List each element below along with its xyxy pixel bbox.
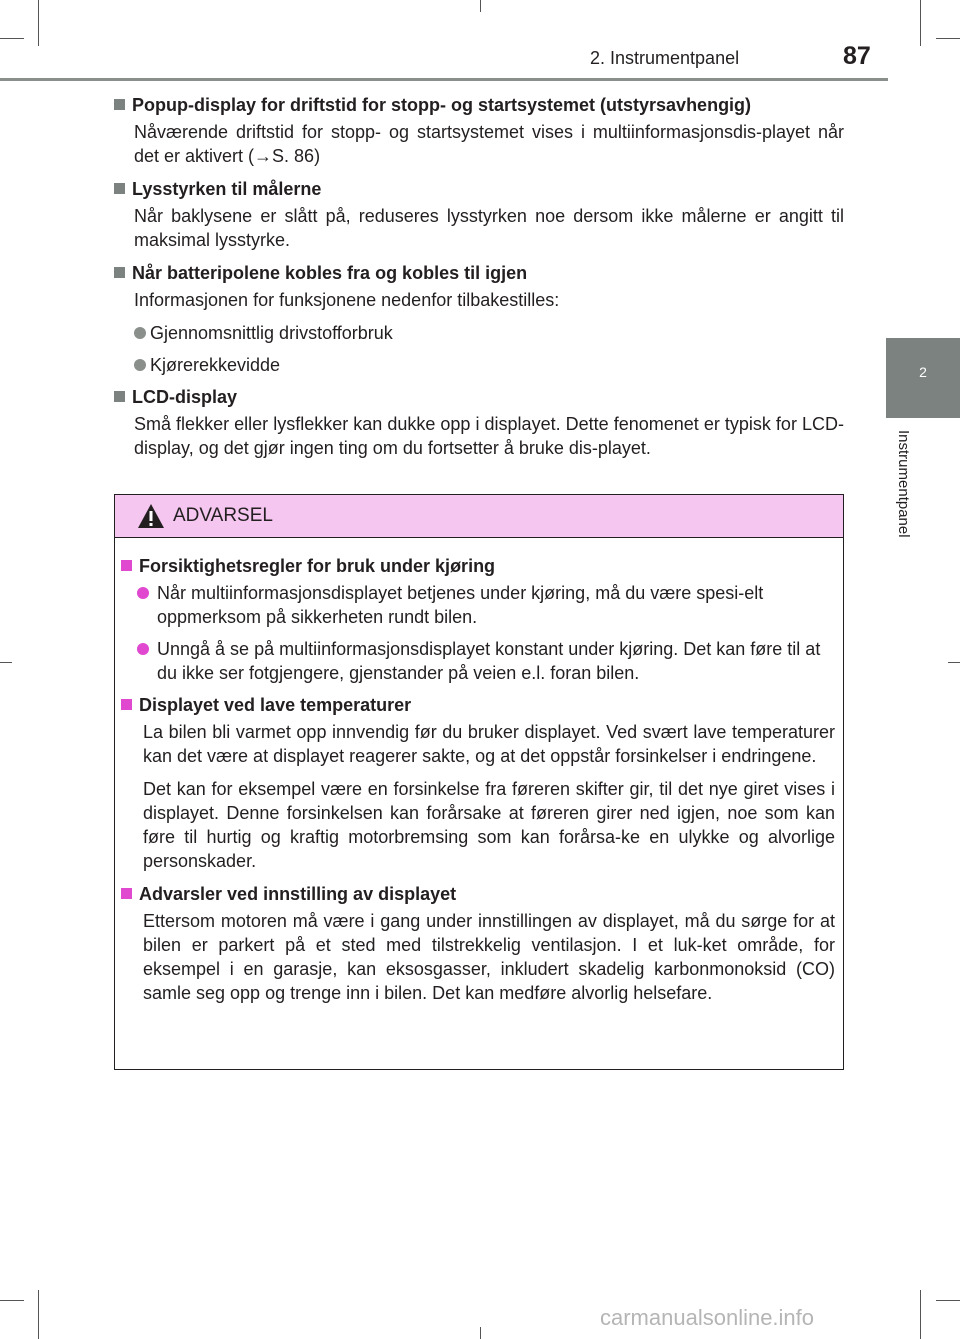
warning-header	[115, 495, 843, 538]
paragraph: Informasjonen for funksjonene nedenfor tilbakestilles:	[134, 290, 560, 310]
crop-mark	[948, 662, 960, 663]
page-number: 87	[843, 42, 871, 70]
main-content	[114, 93, 844, 469]
section-heading: LCD-display	[114, 385, 844, 409]
crop-mark	[0, 1300, 24, 1301]
list-item: Unngå å se på multiinformasjonsdisplayet konstant under kjøring. Det kan føre til at du ikke ser fotgjengere, gjenstander på veien e.l. foran bilen.	[133, 637, 835, 685]
paragraph: Ettersom motoren må være i gang under innstillingen av displayet, må du sørge for at bilen er parkert på et sted med tilstrekkelig ventilasjon. I et luk-ket område, for eksempel i en garasje, kan eksosgasser, inkludert skadelig karbonmonoksid (CO) samle seg opp og trenge inn i bilen. Det kan medføre alvorlig helsefare.	[143, 911, 835, 1003]
header-rule	[0, 78, 888, 81]
crop-mark	[480, 0, 481, 12]
list-item: Gjennomsnittlig drivstofforbruk	[134, 321, 844, 345]
round-bullet-icon	[134, 327, 146, 339]
section-heading: Lysstyrken til målerne	[114, 177, 844, 201]
crop-mark	[920, 0, 921, 46]
watermark: carmanualsonline.info	[600, 1305, 815, 1330]
section-heading: Forsiktighetsregler for bruk under kjøring	[121, 554, 835, 578]
crop-mark	[936, 38, 960, 39]
square-bullet-icon	[114, 183, 125, 194]
round-bullet-icon	[134, 359, 146, 371]
warning-triangle-icon	[137, 503, 165, 529]
crop-mark	[920, 1290, 921, 1339]
section-title: 2. Instrumentpanel	[590, 48, 740, 68]
chapter-tab	[886, 338, 960, 418]
crop-mark	[480, 1327, 481, 1339]
list-item: Når multiinformasjonsdisplayet betjenes under kjøring, må du være spesi-elt oppmerksom på sikkerheten rundt bilen.	[133, 581, 835, 629]
round-bullet-icon	[137, 587, 149, 599]
crop-mark	[0, 662, 12, 663]
crop-mark	[38, 0, 39, 46]
chapter-number: 2	[919, 364, 927, 380]
section-heading: Popup-display for driftstid for stopp- og startsystemet (utstyrsavhengig)	[114, 93, 844, 117]
paragraph: Små flekker eller lysflekker kan dukke opp i displayet. Dette fenomenet er typisk for LCD-display, og det gjør ingen ting om du fortsetter å bruke dis-playet.	[134, 414, 844, 458]
round-bullet-icon	[137, 643, 149, 655]
crop-mark	[936, 1300, 960, 1301]
section-heading: Når batteripolene kobles fra og kobles til igjen	[114, 261, 844, 285]
square-bullet-icon	[121, 560, 132, 571]
warning-body	[115, 538, 843, 1005]
square-bullet-icon	[114, 99, 125, 110]
chapter-label	[885, 430, 925, 580]
paragraph: Det kan for eksempel være en forsinkelse fra føreren skifter gir, til det nye giret vises i displayet. Denne forsinkelsen kan forårsake at føreren girer ned igjen, noe som kan føre til hurtig og kraftig motorbremsing som kan forårsa-ke en ulykke og alvorlige personskader.	[143, 779, 835, 871]
square-bullet-icon	[114, 267, 125, 278]
paragraph: Når baklysene er slått på, reduseres lysstyrken noe dersom ikke målerne er angitt til maksimal lysstyrke.	[134, 206, 844, 250]
paragraph: Nåværende driftstid for stopp- og startsystemet vises i multiinformasjonsdis-playet når det er aktivert (→S. 86)	[134, 122, 844, 166]
crop-mark	[38, 1290, 39, 1339]
crop-mark	[0, 38, 24, 39]
warning-title: ADVARSEL	[173, 505, 273, 526]
square-bullet-icon	[114, 391, 125, 402]
square-bullet-icon	[121, 699, 132, 710]
section-heading: Displayet ved lave temperaturer	[121, 693, 835, 717]
section-heading: Advarsler ved innstilling av displayet	[121, 882, 835, 906]
list-item: Kjørerekkevidde	[134, 353, 844, 377]
square-bullet-icon	[121, 888, 132, 899]
paragraph: La bilen bli varmet opp innvendig før du bruker displayet. Ved svært lave temperaturer kan det være at displayet reagerer sakte, og at det oppstår forsinkelser i endringene.	[143, 722, 835, 766]
chapter-label-text: Instrumentpanel	[895, 430, 912, 538]
warning-box	[114, 494, 844, 1070]
